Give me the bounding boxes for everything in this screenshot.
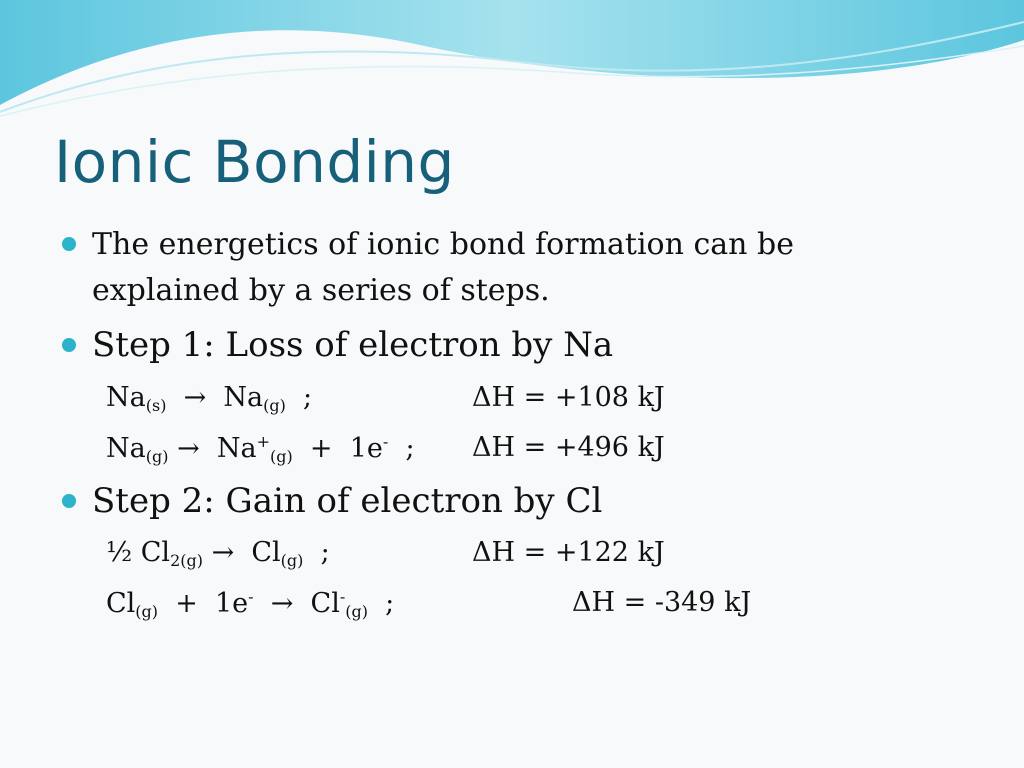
bullet-intro: The energetics of ionic bond formation can be explained by a series of steps. <box>92 227 794 308</box>
enthalpy-value-1: ΔH = +108 kJ <box>472 382 665 413</box>
bullet-icon <box>62 338 76 352</box>
enthalpy-value-3: ΔH = +122 kJ <box>472 537 665 568</box>
bullet-icon <box>62 237 76 251</box>
bullet-step-1: Step 1: Loss of electron by Na <box>92 325 614 365</box>
header-wave-decoration <box>0 0 1024 120</box>
equation-cl-electron-gain: $Cl_{(g)} + 1e^- \to Cl^-_{(g)}$ ; <box>106 587 395 621</box>
enthalpy-value-4: ΔH = -349 kJ <box>572 587 752 618</box>
slide-title: Ionic Bonding <box>54 128 455 196</box>
equation-na-ionization: $Na_{(g)} \to Na^+_{(g)} + 1e^-$ ; <box>106 432 415 466</box>
equation-cl-atomization: ½ $Cl_{2(g)} \to Cl_{(g)}$ ; <box>106 537 330 570</box>
equation-na-sublimation: $Na_{(s)} \to Na_{(g)}$ ; <box>106 382 313 415</box>
enthalpy-value-2: ΔH = +496 kJ <box>472 432 665 463</box>
bullet-icon <box>62 494 76 508</box>
bullet-step-2: Step 2: Gain of electron by Cl <box>92 481 603 521</box>
